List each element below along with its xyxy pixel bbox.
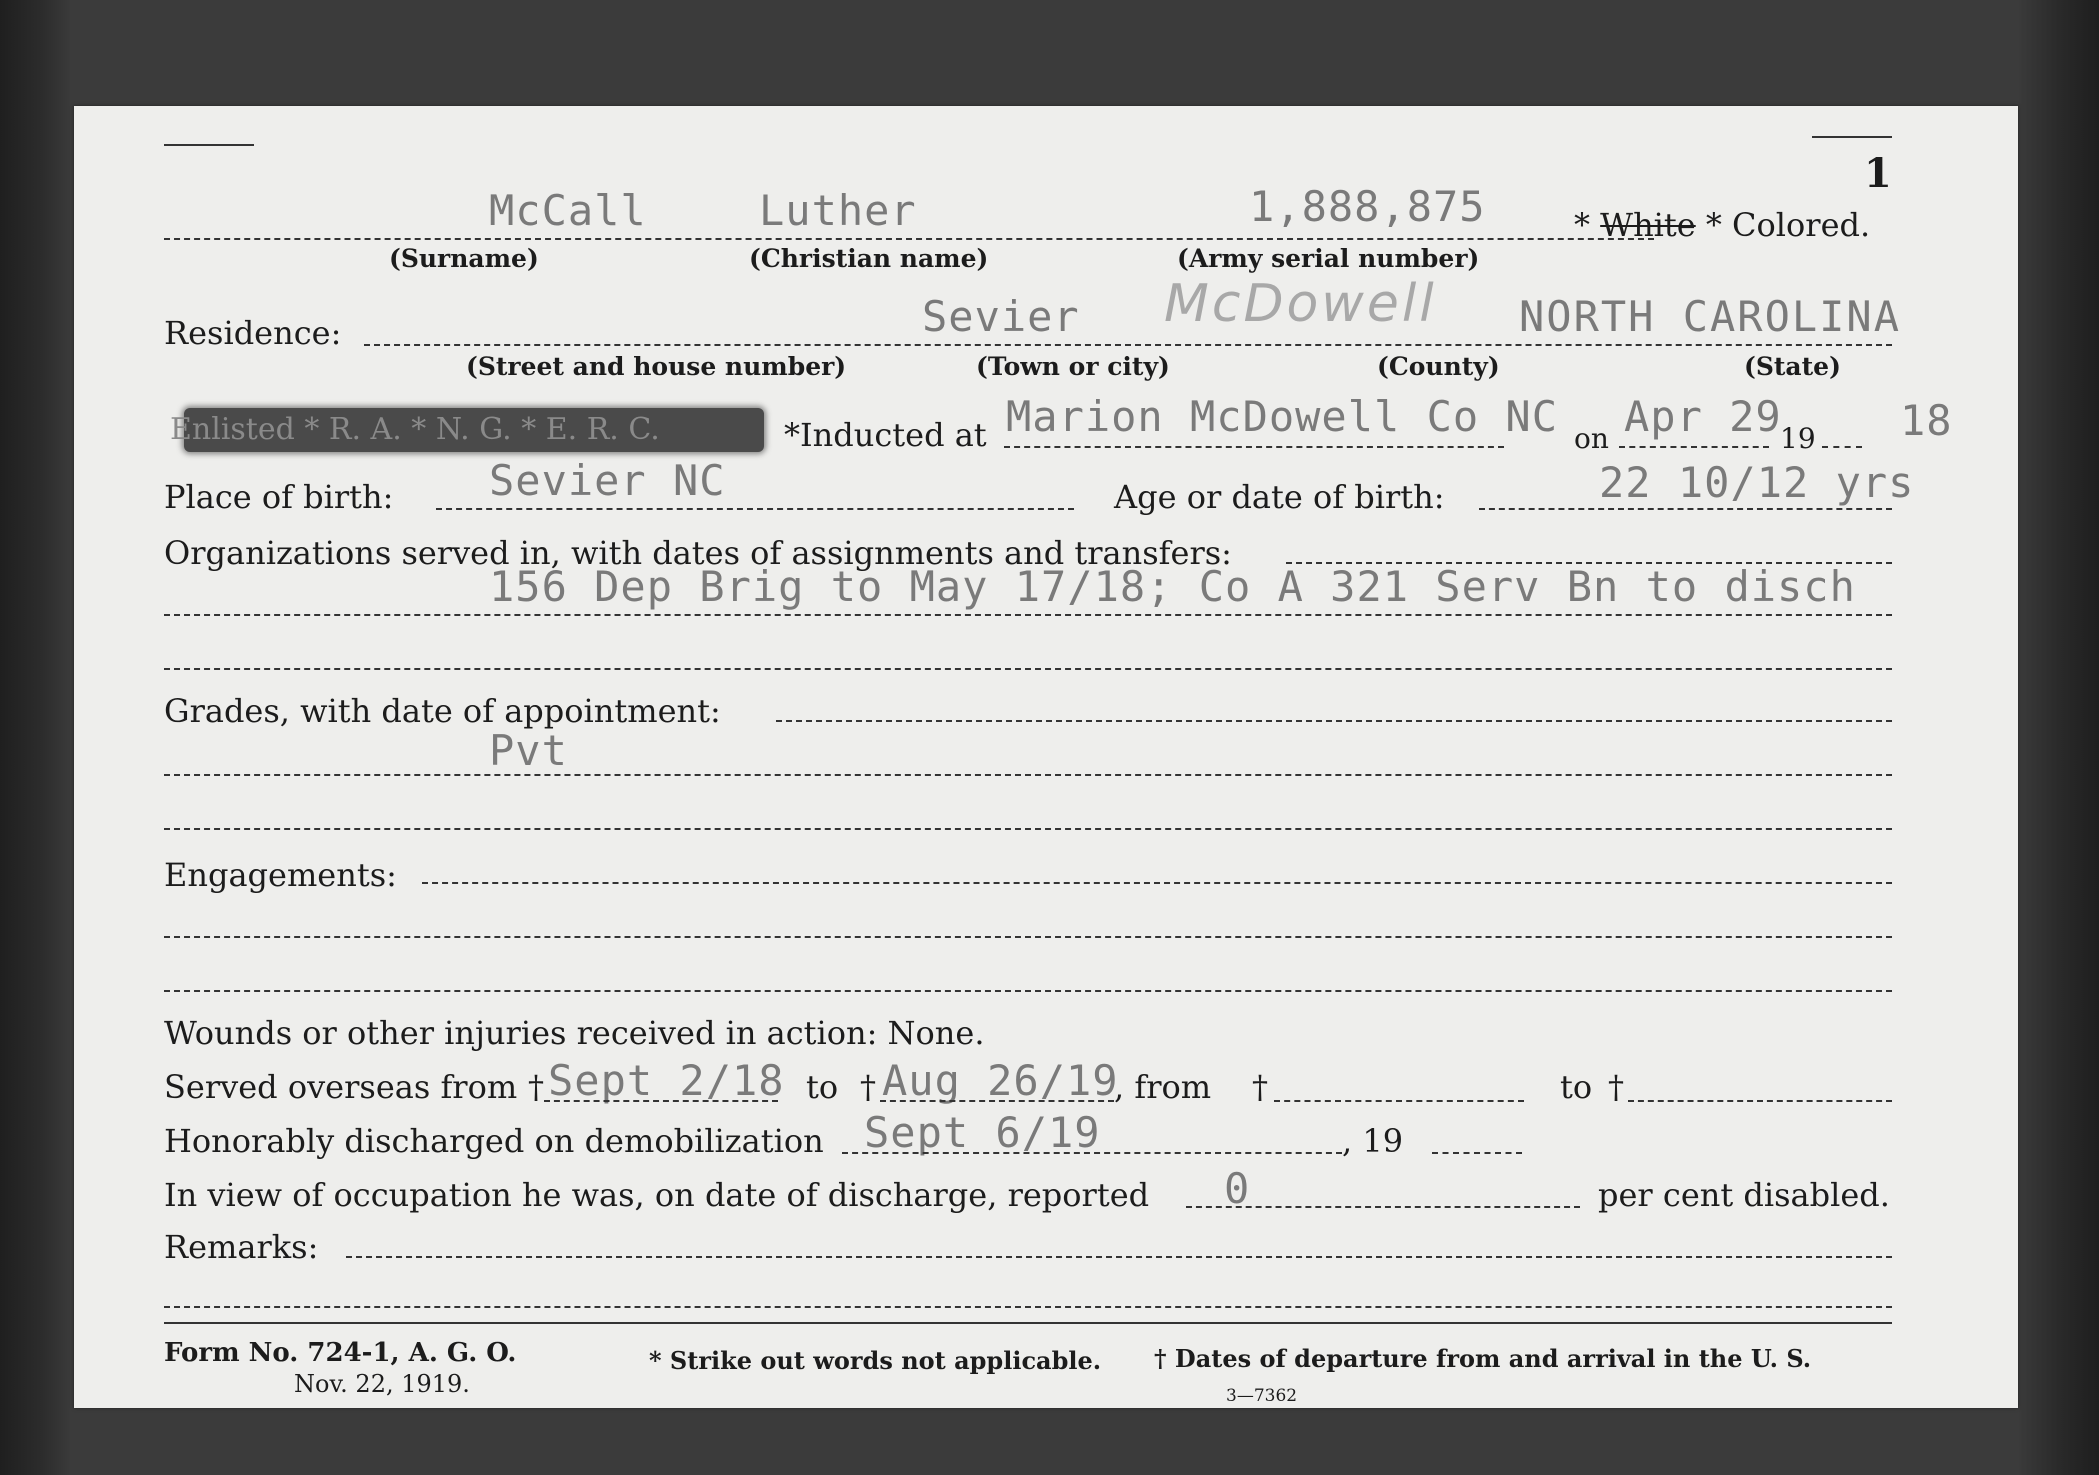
age-line xyxy=(1479,508,1892,510)
street-caption: (Street and house number) xyxy=(466,352,847,381)
organizations-line-3 xyxy=(164,668,1892,670)
inducted-label: *Inducted at xyxy=(784,416,987,454)
engagements-line-2 xyxy=(164,936,1892,938)
occupation-label: In view of occupation he was, on date of discharge, reported xyxy=(164,1176,1150,1214)
remarks-line-1 xyxy=(346,1256,1892,1258)
surname-caption: (Surname) xyxy=(389,244,539,273)
overseas-label: Served overseas from xyxy=(164,1068,518,1106)
inducted-year-value: 18 xyxy=(1900,396,1953,445)
remarks-label: Remarks: xyxy=(164,1228,319,1266)
discharged-label: Honorably discharged on demobilization xyxy=(164,1122,824,1160)
top-left-rule xyxy=(164,144,254,146)
discharged-date-value: Sept 6/19 xyxy=(864,1108,1101,1157)
grades-value: Pvt xyxy=(489,726,568,775)
county-caption: (County) xyxy=(1377,352,1500,381)
overseas-to-2-line xyxy=(1628,1100,1892,1102)
place-of-birth-value: Sevier NC xyxy=(489,456,726,505)
remarks-line-2 xyxy=(164,1306,1892,1308)
place-of-birth-line xyxy=(436,508,1074,510)
scan-border-left xyxy=(0,0,70,1475)
overseas-to-value: Aug 26/19 xyxy=(882,1056,1119,1105)
dagger-1: † xyxy=(528,1068,544,1106)
discharged-date-line xyxy=(842,1152,1342,1154)
service-record-card xyxy=(74,106,2018,1408)
year-prefix: 19 xyxy=(1780,422,1816,455)
state-caption: (State) xyxy=(1744,352,1841,381)
dagger-4: † xyxy=(1608,1068,1624,1106)
serial-caption: (Army serial number) xyxy=(1177,244,1480,273)
strike-note: * Strike out words not applicable. xyxy=(649,1346,1102,1375)
scan-border-right xyxy=(2019,0,2099,1475)
star-mark: * xyxy=(1574,206,1590,244)
from-label: , from xyxy=(1114,1068,1212,1106)
form-date: Nov. 22, 1919. xyxy=(294,1370,470,1398)
wounds-label: Wounds or other injuries received in action: None. xyxy=(164,1014,985,1052)
organizations-value: 156 Dep Brig to May 17/18; Co A 321 Serv Bn to disch xyxy=(489,562,1856,611)
form-number: Form No. 724-1, A. G. O. xyxy=(164,1338,517,1368)
organizations-label: Organizations served in, with dates of assignments and transfers: xyxy=(164,534,1232,572)
name-line xyxy=(164,238,1654,240)
race-white: White xyxy=(1600,206,1696,244)
to-label-2: to xyxy=(1560,1068,1593,1106)
dagger-2: † xyxy=(860,1068,876,1106)
inducted-at-line xyxy=(1004,446,1504,448)
overseas-from-2-line xyxy=(1274,1100,1524,1102)
place-of-birth-label: Place of birth: xyxy=(164,478,394,516)
engagements-line-1 xyxy=(422,882,1892,884)
overseas-to-line xyxy=(880,1100,1114,1102)
to-label-1: to xyxy=(806,1068,839,1106)
grades-line-2 xyxy=(164,774,1892,776)
star-mark-2: * xyxy=(1705,206,1722,244)
engagements-label: Engagements: xyxy=(164,856,397,894)
inducted-date-value: Apr 29 xyxy=(1624,392,1782,441)
race-colored: Colored. xyxy=(1732,206,1871,244)
residence-line xyxy=(364,344,1892,346)
grades-label: Grades, with date of appointment: xyxy=(164,692,721,730)
top-right-rule xyxy=(1812,136,1892,138)
overseas-from-line xyxy=(544,1100,778,1102)
serial-number-value: 1,888,875 xyxy=(1249,182,1486,231)
print-code: 3—7362 xyxy=(1226,1386,1298,1406)
dagger-3: † xyxy=(1252,1068,1268,1106)
christian-name-caption: (Christian name) xyxy=(749,244,989,273)
race-options xyxy=(1574,206,1870,244)
surname-value: McCall xyxy=(489,186,647,235)
grades-line-3 xyxy=(164,828,1892,830)
residence-state: NORTH CAROLINA xyxy=(1519,292,1902,341)
percent-disabled-value: 0 xyxy=(1224,1164,1251,1213)
discharged-year-prefix: , 19 xyxy=(1342,1122,1404,1160)
overseas-from-value: Sept 2/18 xyxy=(548,1056,785,1105)
per-cent-label: per cent disabled. xyxy=(1598,1176,1890,1214)
on-label: on xyxy=(1574,422,1609,455)
enlisted-options: Enlisted * R. A. * N. G. * E. R. C. xyxy=(170,412,660,447)
engagements-line-3 xyxy=(164,990,1892,992)
discharged-year-line xyxy=(1432,1152,1522,1154)
christian-name-value: Luther xyxy=(759,186,917,235)
residence-town: Sevier xyxy=(922,292,1080,341)
age-value: 22 10/12 yrs xyxy=(1599,458,1915,507)
residence-county: McDowell xyxy=(1164,274,1437,334)
organizations-line-2 xyxy=(164,614,1892,616)
footer-rule xyxy=(164,1322,1892,1324)
inducted-at-value: Marion McDowell Co NC xyxy=(1006,392,1559,441)
grades-line-1 xyxy=(776,720,1892,722)
residence-label: Residence: xyxy=(164,314,342,352)
town-caption: (Town or city) xyxy=(976,352,1170,381)
card-number: 1 xyxy=(1864,150,1892,197)
percent-disabled-line xyxy=(1186,1206,1580,1208)
inducted-year-line xyxy=(1822,446,1862,448)
age-label: Age or date of birth: xyxy=(1114,478,1445,516)
inducted-date-line xyxy=(1619,446,1769,448)
dagger-note: † Dates of departure from and arrival in the U. S. xyxy=(1154,1344,1812,1373)
